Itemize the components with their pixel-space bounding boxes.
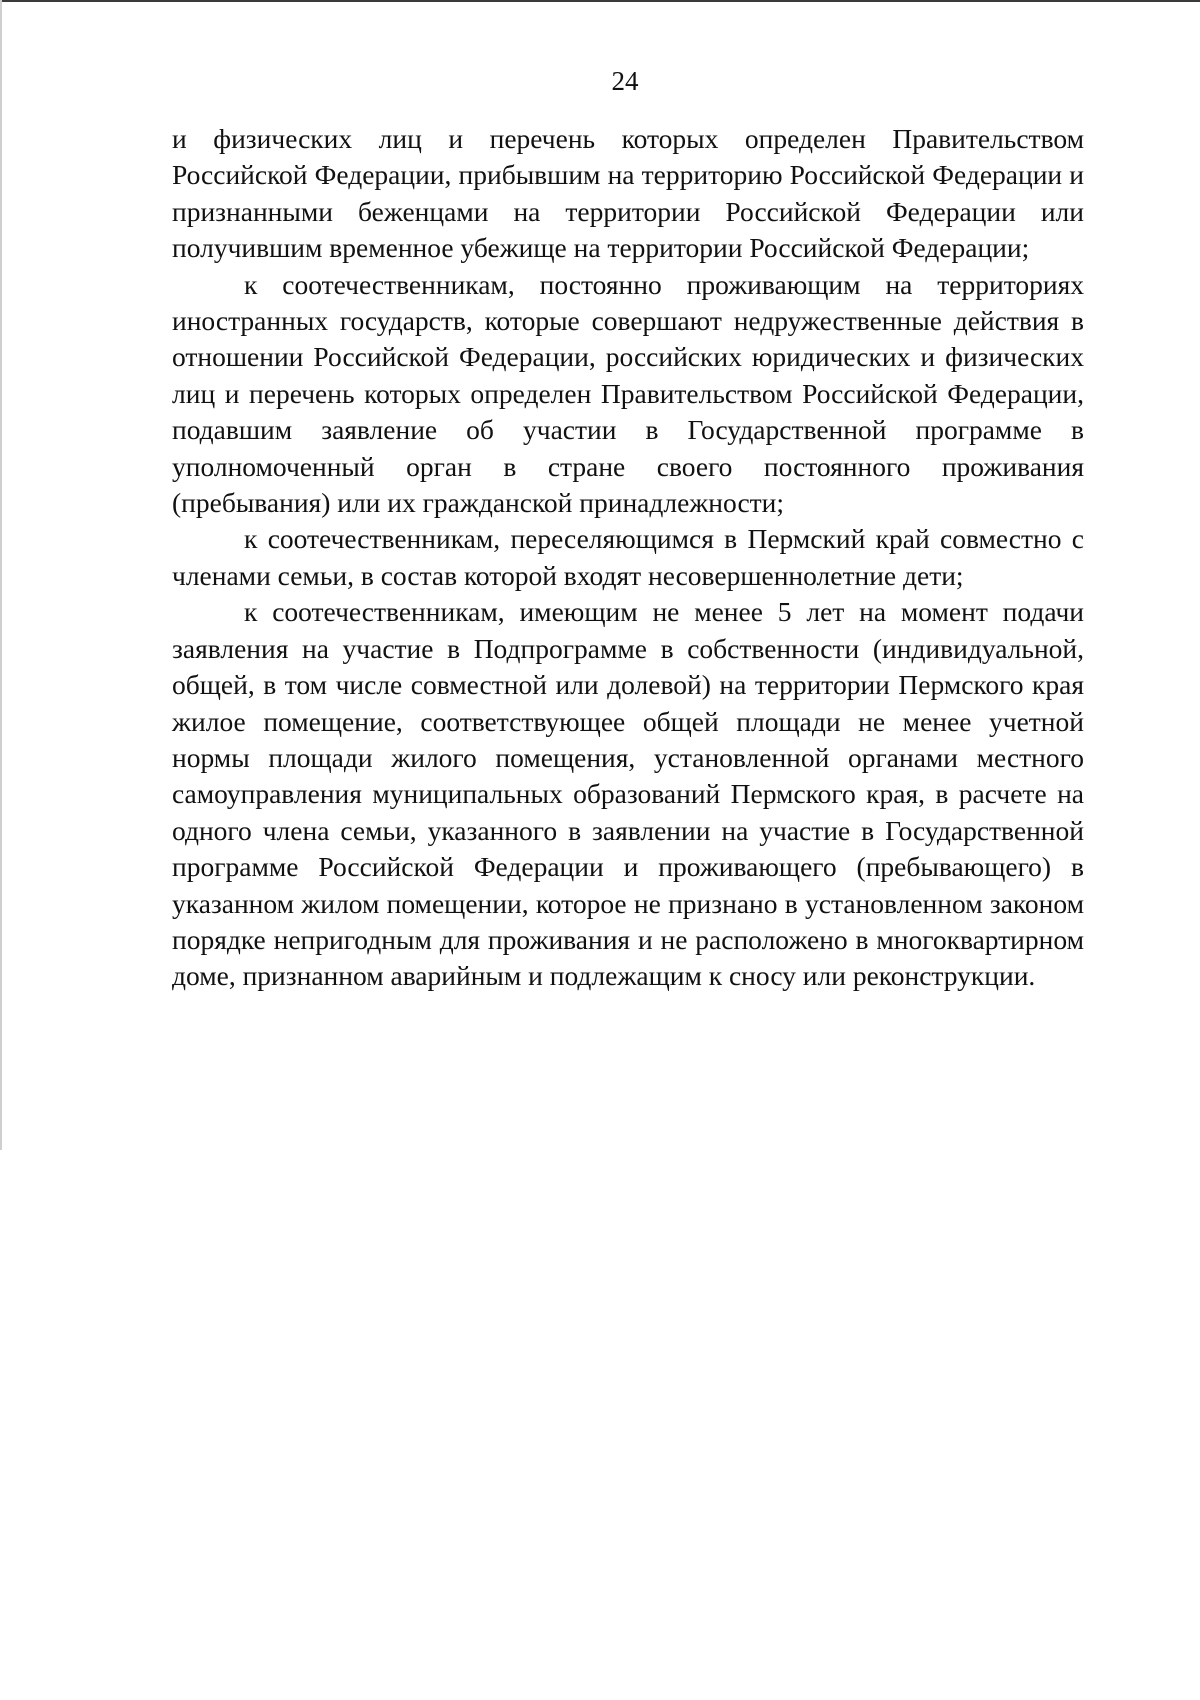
document-body (172, 121, 1084, 995)
scan-edge-top (0, 0, 1200, 2)
page-number: 24 (611, 66, 639, 96)
scan-edge-left (0, 0, 2, 1150)
paragraph-housing: к соотечественникам, имеющим не менее 5 лет на момент подачи заявления на участие в Подпрограмме в собственности (индивидуальной, общей, в том числе совместной или долевой) на территории Пермского края жилое помещение, соответствующее общей площади не менее учетной нормы площади жилого помещения, установленной органами местного самоуправления муниципальных образований Пермского края, в расчете на одного члена семьи, указанного в заявлении на участие в Государственной программе Российской Федерации и проживающего (пребывающего) в указанном жилом помещении, которое не признано в установленном законом порядке непригодным для проживания и не расположено в многоквартирном доме, признанном аварийным и подлежащим к сносу или реконструкции. (172, 596, 1084, 992)
paragraph-minor-children: к соотечественникам, переселяющимся в Пермский край совместно с членами семьи, в состав которой входят несовершеннолетние дети; (172, 523, 1084, 591)
paragraph-unfriendly-states: к соотечественникам, постоянно проживающим на территориях иностранных государств, которые совершают недружественные действия в отношении Российской Федерации, российских юридических и физических лиц и перечень которых определен Правительством Российской Федерации, подавшим заявление об участии в Государственной программе в уполномоченный орган в стране своего постоянного проживания (пребывания) или их гражданской принадлежности; (172, 268, 1084, 519)
paragraph-continuation: и физических лиц и перечень которых определен Правительством Российской Федерации, прибывшим на территорию Российской Федерации и признанными беженцами на территории Российской Федерации или получившим временное убежище на территории Российской Федерации; (172, 123, 1084, 264)
